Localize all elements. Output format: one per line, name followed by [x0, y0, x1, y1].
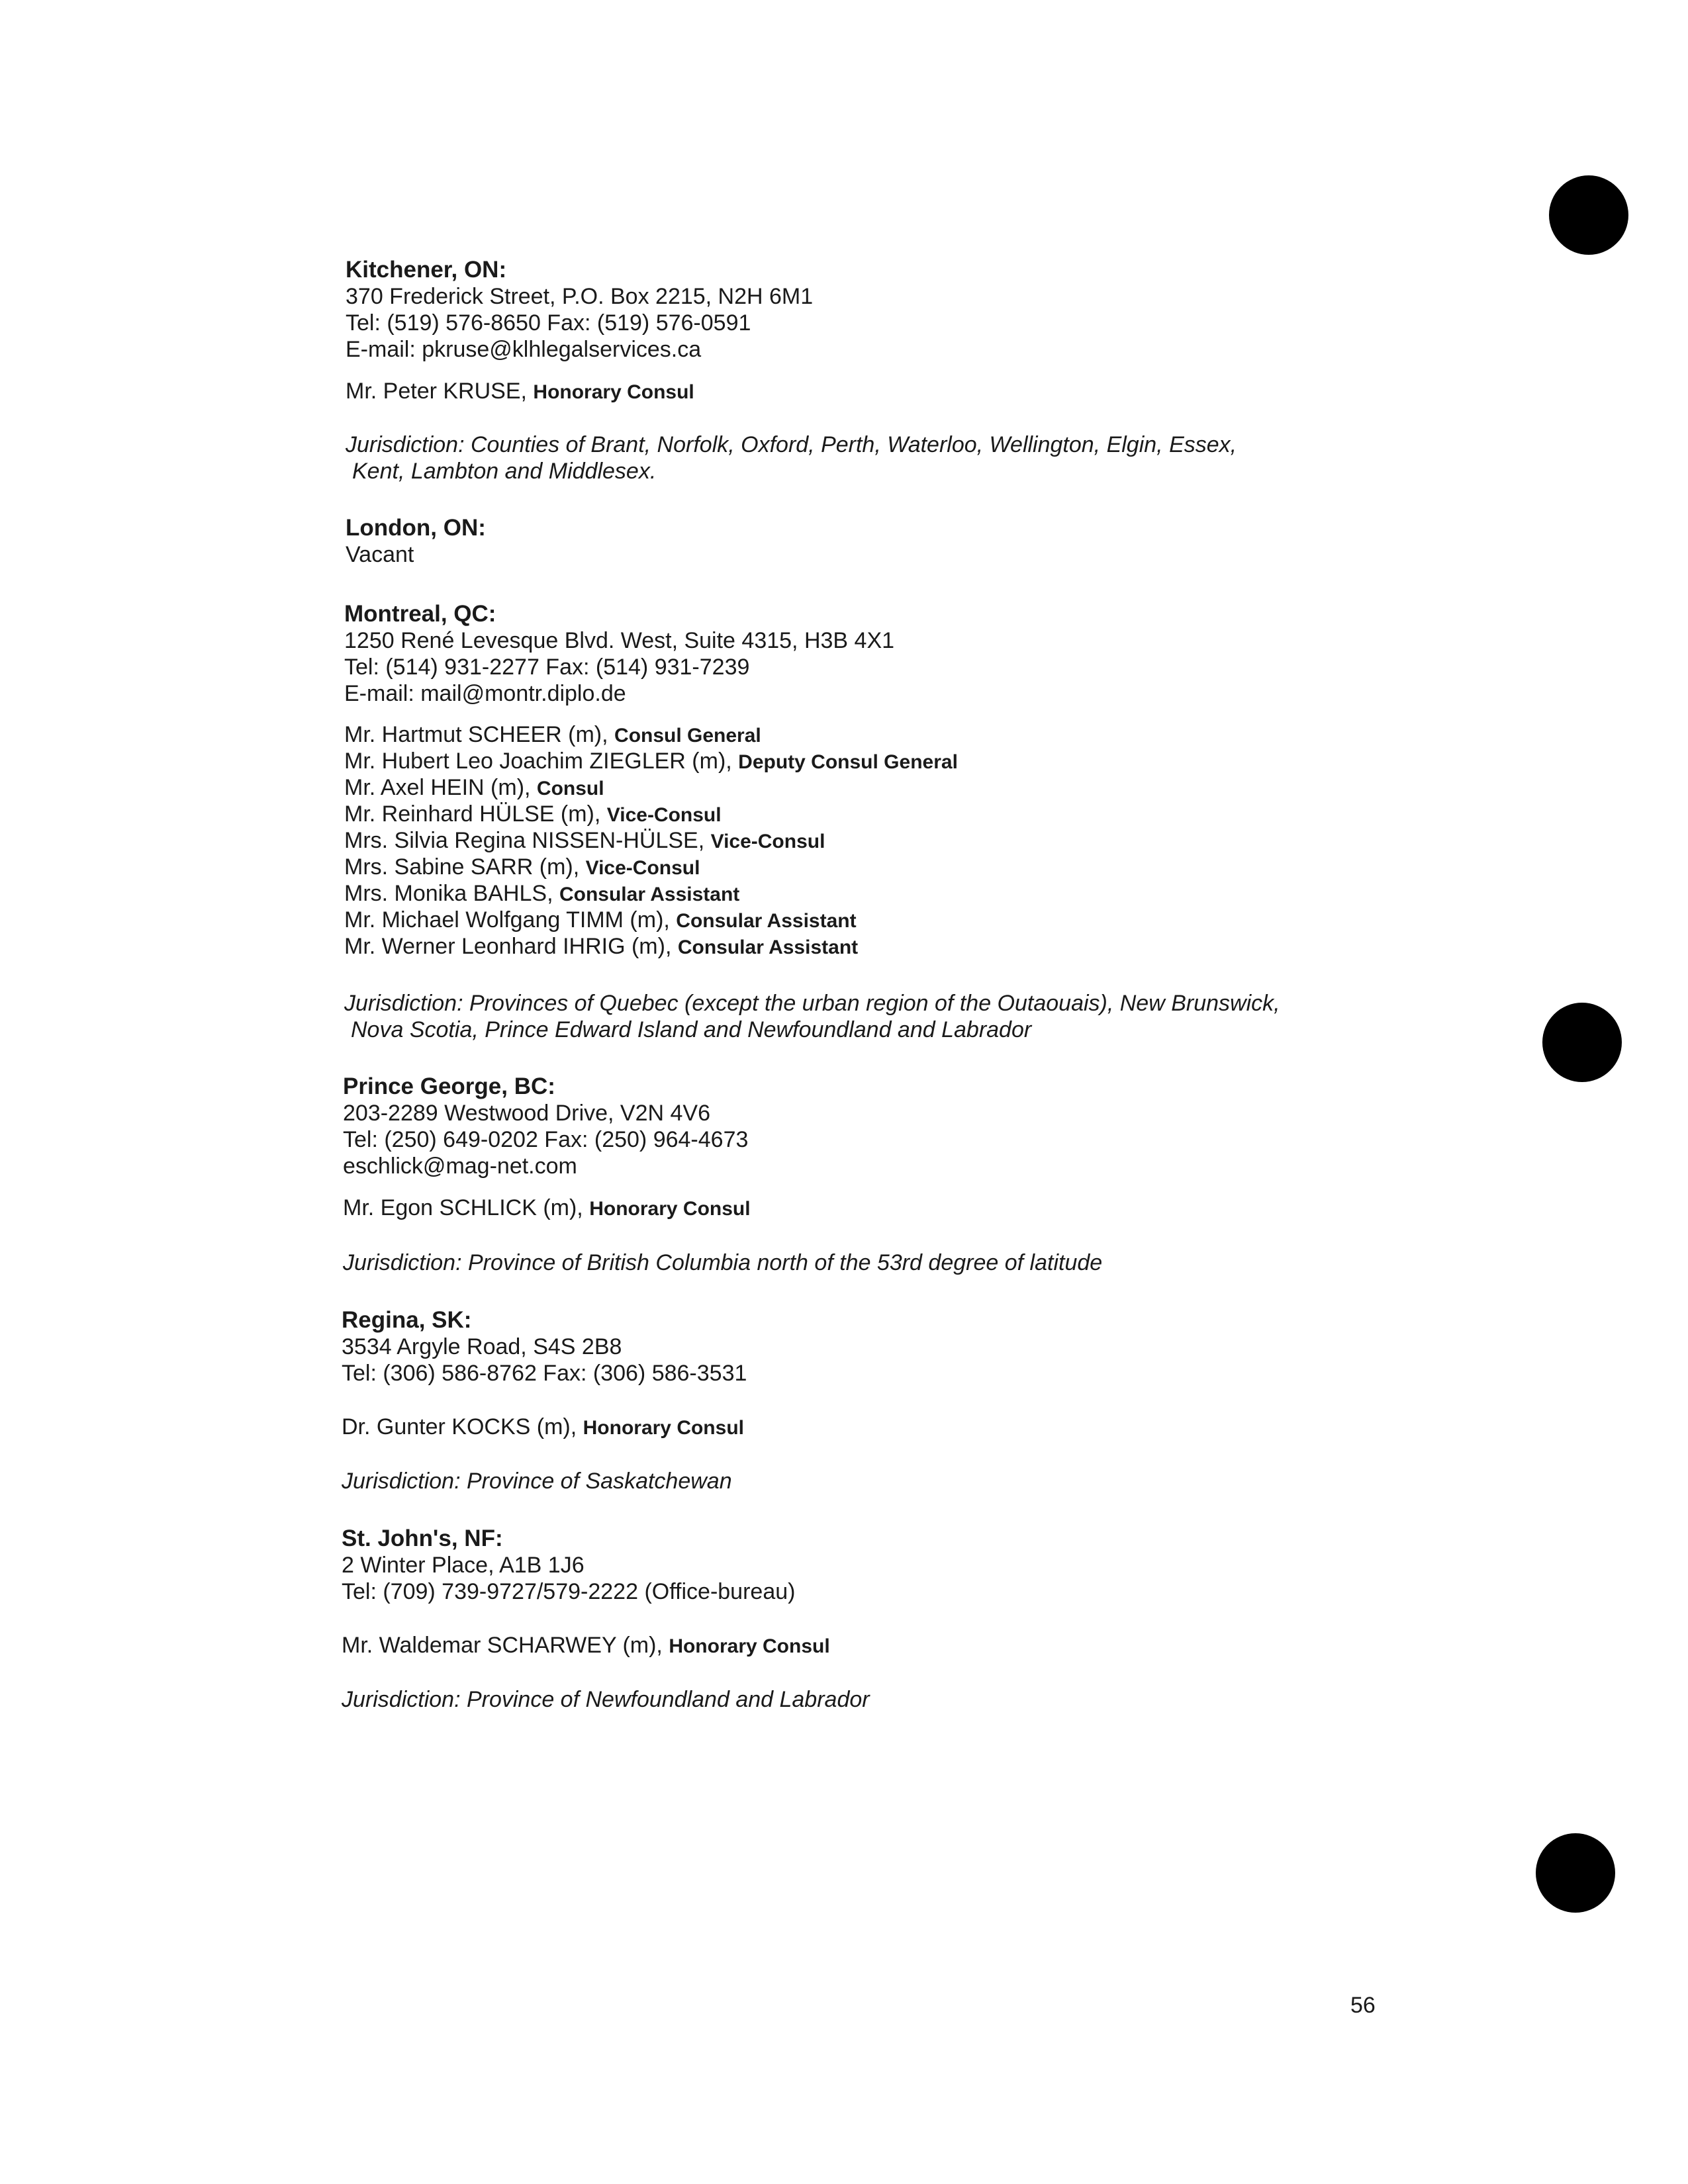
phone-line: Tel: (306) 586-8762 Fax: (306) 586-3531	[342, 1361, 747, 1386]
phone-line: Tel: (250) 649-0202 Fax: (250) 964-4673	[343, 1127, 749, 1152]
jurisdiction-line: Nova Scotia, Prince Edward Island and Newfoundland and Labrador	[351, 1017, 1032, 1042]
email-line: eschlick@mag-net.com	[343, 1154, 577, 1179]
staff-name: Mrs. Monika BAHLS,	[344, 881, 559, 906]
staff-line	[344, 748, 958, 776]
address-line: 1250 René Levesque Blvd. West, Suite 4315, H3B 4X1	[344, 628, 895, 653]
staff-title: Consular Assistant	[677, 936, 859, 958]
staff-name: Mr. Werner Leonhard IHRIG (m),	[344, 934, 678, 959]
address-line: 3534 Argyle Road, S4S 2B8	[342, 1334, 622, 1359]
staff-name: Dr. Gunter KOCKS (m),	[342, 1414, 583, 1439]
entry-heading: St. John's, NF:	[342, 1525, 503, 1551]
staff-title: Vice-Consul	[585, 857, 700, 879]
staff-line	[344, 721, 761, 749]
staff-name: Mr. Axel HEIN (m),	[344, 775, 537, 800]
staff-name: Mr. Egon SCHLICK (m),	[343, 1195, 590, 1220]
staff-title: Vice-Consul	[606, 804, 722, 826]
staff-title: Honorary Consul	[583, 1417, 744, 1439]
staff-line	[343, 1195, 751, 1222]
staff-title: Consul	[536, 778, 604, 799]
jurisdiction-line: Kent, Lambton and Middlesex.	[352, 459, 657, 484]
staff-line	[344, 880, 739, 908]
staff-line	[344, 774, 604, 802]
punch-hole	[1549, 175, 1628, 255]
staff-name: Mr. Waldemar SCHARWEY (m),	[342, 1633, 669, 1658]
jurisdiction-line: Jurisdiction: Provinces of Quebec (except the urban region of the Outaouais), New Brunswick,	[344, 991, 1280, 1016]
staff-name: Mrs. Sabine SARR (m),	[344, 854, 586, 880]
address-line: 370 Frederick Street, P.O. Box 2215, N2H 6M1	[346, 284, 814, 309]
staff-title: Consular Assistant	[676, 910, 857, 932]
staff-name: Mr. Hubert Leo Joachim ZIEGLER (m),	[344, 749, 739, 774]
staff-line	[346, 378, 694, 406]
staff-name: Mr. Michael Wolfgang TIMM (m),	[344, 907, 677, 933]
jurisdiction-line: Jurisdiction: Province of Newfoundland and Labrador	[342, 1687, 870, 1712]
phone-line: Tel: (519) 576-8650 Fax: (519) 576-0591	[346, 310, 751, 336]
staff-name: Mr. Hartmut SCHEER (m),	[344, 722, 615, 747]
punch-hole	[1536, 1833, 1615, 1913]
page-number: 56	[1350, 1993, 1376, 2018]
staff-title: Deputy Consul General	[738, 751, 958, 773]
entry-heading: Montreal, QC:	[344, 601, 496, 627]
address-line: Vacant	[346, 542, 414, 567]
staff-name: Mr. Peter KRUSE,	[346, 379, 534, 404]
address-line: 2 Winter Place, A1B 1J6	[342, 1553, 585, 1578]
staff-name: Mrs. Silvia Regina NISSEN-HÜLSE,	[344, 828, 711, 853]
staff-line	[342, 1414, 744, 1441]
staff-title: Vice-Consul	[710, 831, 825, 852]
staff-title: Consular Assistant	[559, 884, 740, 905]
punch-hole	[1542, 1003, 1622, 1082]
address-line: 203-2289 Westwood Drive, V2N 4V6	[343, 1101, 711, 1126]
phone-line: Tel: (709) 739-9727/579-2222 (Office-bureau)	[342, 1579, 796, 1604]
staff-line	[344, 801, 722, 829]
entry-heading: Prince George, BC:	[343, 1073, 555, 1099]
staff-line	[344, 854, 700, 882]
jurisdiction-line: Jurisdiction: Counties of Brant, Norfolk, Oxford, Perth, Waterloo, Wellington, Elgin, Essex,	[346, 432, 1237, 457]
staff-line	[342, 1632, 830, 1660]
email-line: E-mail: mail@montr.diplo.de	[344, 681, 626, 706]
email-line: E-mail: pkruse@klhlegalservices.ca	[346, 337, 702, 362]
phone-line: Tel: (514) 931-2277 Fax: (514) 931-7239	[344, 655, 750, 680]
staff-title: Honorary Consul	[669, 1635, 830, 1657]
jurisdiction-line: Jurisdiction: Province of British Columbia north of the 53rd degree of latitude	[343, 1250, 1103, 1275]
staff-title: Honorary Consul	[589, 1198, 751, 1220]
staff-line	[344, 907, 857, 934]
staff-title: Consul General	[614, 725, 761, 747]
staff-line	[344, 827, 825, 855]
jurisdiction-line: Jurisdiction: Province of Saskatchewan	[342, 1469, 732, 1494]
staff-name: Mr. Reinhard HÜLSE (m),	[344, 801, 607, 827]
entry-heading: Kitchener, ON:	[346, 257, 507, 283]
staff-line	[344, 933, 858, 961]
entry-heading: London, ON:	[346, 515, 486, 541]
staff-title: Honorary Consul	[533, 381, 694, 403]
entry-heading: Regina, SK:	[342, 1307, 472, 1333]
